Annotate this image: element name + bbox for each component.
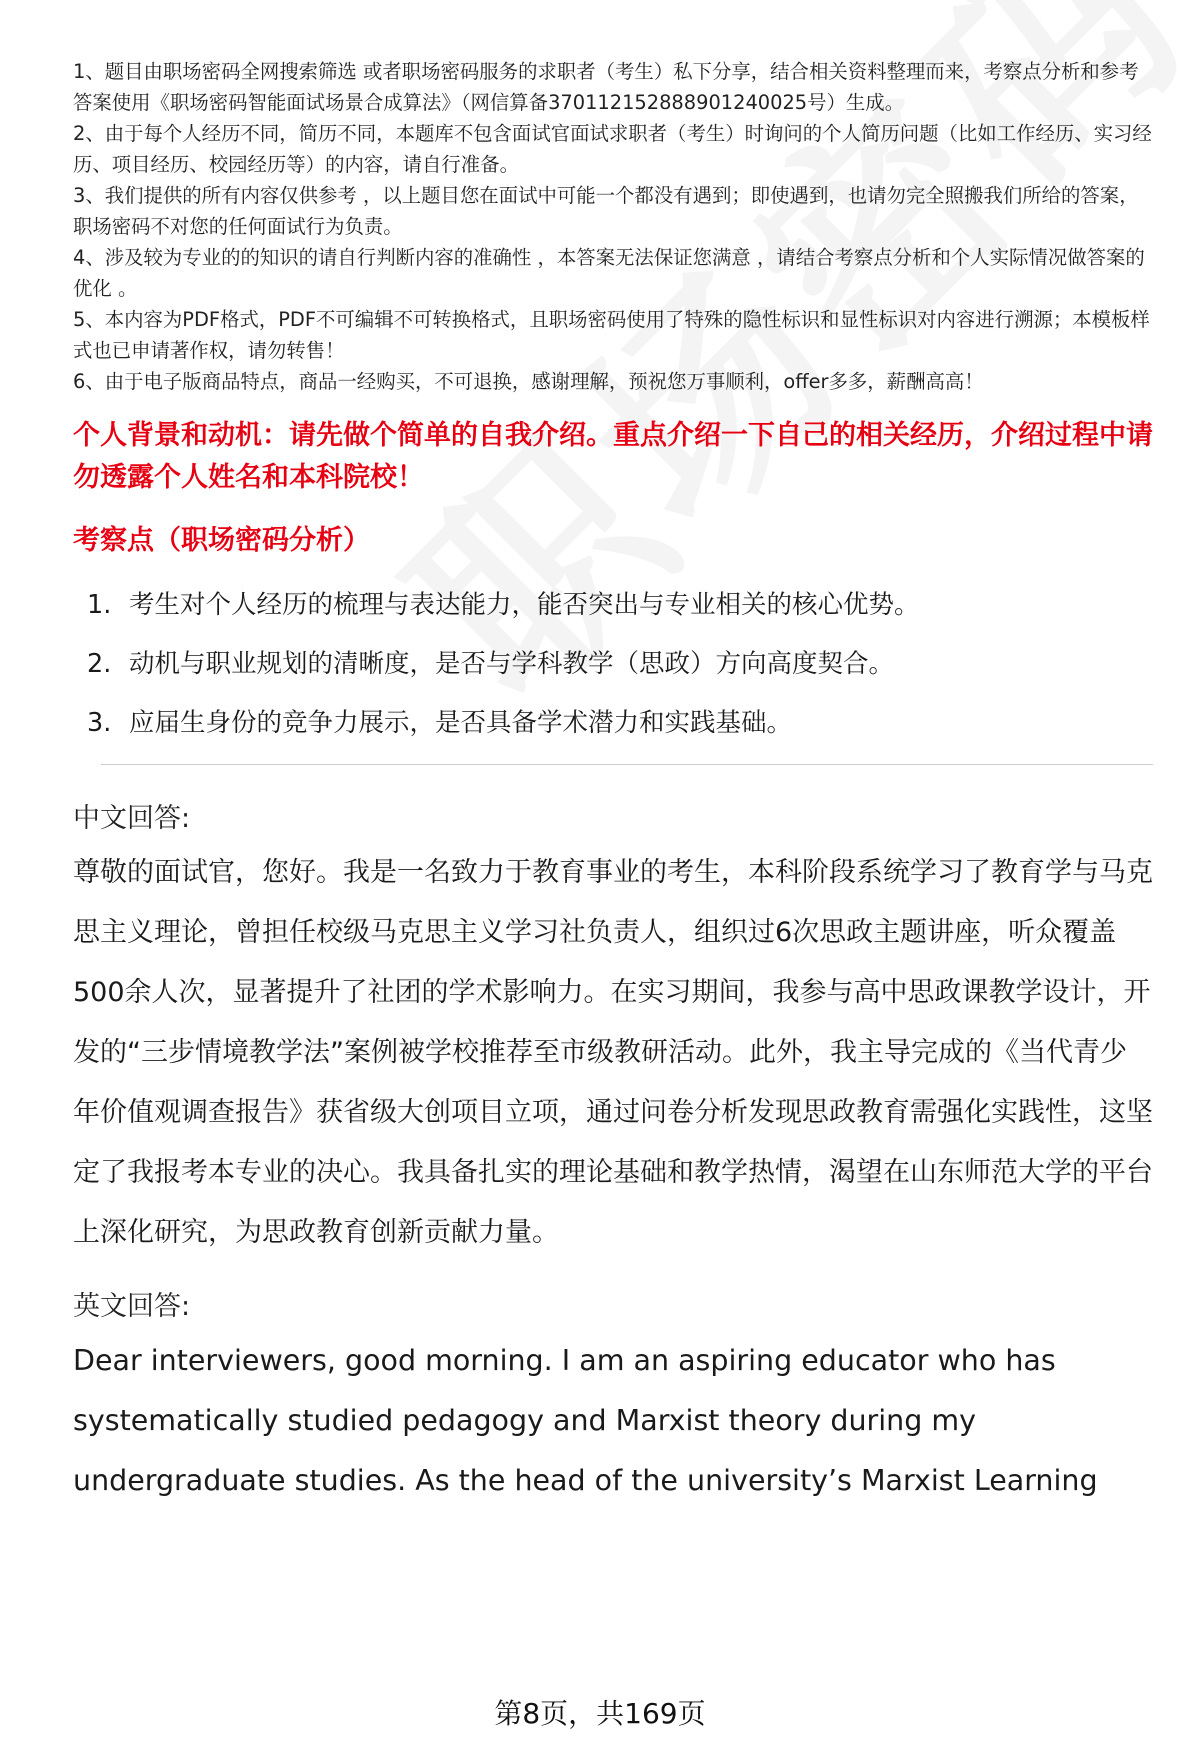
- focus-point: [73, 705, 1153, 741]
- english-answer-label: 英文回答:: [73, 1291, 191, 1322]
- notice-list: [73, 56, 1153, 397]
- page-number: 第8页，共169页: [494, 1697, 706, 1730]
- interview-question: 个人背景和动机：请先做个简单的自我介绍。重点介绍一下自己的相关经历，介绍过程中请勿透露个人姓名和本科院校！: [73, 420, 1153, 493]
- notice-item: 6、由于电子版商品特点，商品一经购买，不可退换，感谢理解，预祝您万事顺利，offer多多，薪酬高高！: [73, 370, 984, 393]
- section-divider: [101, 764, 1153, 765]
- point-number: 3.: [87, 708, 112, 738]
- notice-item: 2、由于每个人经历不同，简历不同，本题库不包含面试官面试求职者（考生）时询问的个人简历问题（比如工作经历、实习经历、项目经历、校园经历等）的内容，请自行准备。: [73, 122, 1152, 176]
- page-content: [73, 56, 1153, 1511]
- focus-point: [73, 587, 1153, 623]
- notice-item: 5、本内容为PDF格式，PDF不可编辑不可转换格式，且职场密码使用了特殊的隐性标识和显性标识对内容进行溯源；本模板样式也已申请著作权，请勿转售！: [73, 308, 1150, 362]
- english-answer-text: Dear interviewers, good morning. I am an aspiring educator who has systematically studied pedagogy and Marxist theory during my undergraduate studies. As the head of the university’s Marxist Learning: [73, 1344, 1098, 1497]
- point-text: 动机与职业规划的清晰度，是否与学科教学（思政）方向高度契合。: [129, 649, 895, 679]
- chinese-answer-label: 中文回答:: [73, 803, 191, 834]
- point-text: 应届生身份的竞争力展示，是否具备学术潜力和实践基础。: [129, 708, 793, 738]
- focus-point: [73, 646, 1153, 682]
- notice-item: 1、题目由职场密码全网搜索筛选 或者职场密码服务的求职者（考生）私下分享，结合相关资料整理而来，考察点分析和参考答案使用《职场密码智能面试场景合成算法》（网信算备370112152888901240025号）生成。: [73, 60, 1139, 114]
- point-number: 1.: [87, 590, 112, 620]
- focus-heading: 考察点（职场密码分析）: [73, 525, 370, 556]
- chinese-answer-text: 尊敬的面试官，您好。我是一名致力于教育事业的考生，本科阶段系统学习了教育学与马克思主义理论，曾担任校级马克思主义学习社负责人，组织过6次思政主题讲座，听众覆盖500余人次，显著提升了社团的学术影响力。在实习期间，我参与高中思政课教学设计，开发的“三步情境教学法”案例被学校推荐至市级教研活动。此外，我主导完成的《当代青少年价值观调查报告》获省级大创项目立项，通过问卷分析发现思政教育需强化实践性，这坚定了我报考本专业的决心。我具备扎实的理论基础和教学热情，渴望在山东师范大学的平台上深化研究，为思政教育创新贡献力量。: [73, 857, 1153, 1248]
- notice-item: 3、我们提供的所有内容仅供参考 ，以上题目您在面试中可能一个都没有遇到；即使遇到，也请勿完全照搬我们所给的答案，职场密码不对您的任何面试行为负责。: [73, 184, 1139, 238]
- point-text: 考生对个人经历的梳理与表达能力，能否突出与专业相关的核心优势。: [129, 590, 920, 620]
- point-number: 2.: [87, 649, 112, 679]
- focus-points: [73, 587, 1153, 741]
- notice-item: 4、涉及较为专业的的知识的请自行判断内容的准确性 ，本答案无法保证您满意 ，请结合考察点分析和个人实际情况做答案的优化 。: [73, 246, 1145, 300]
